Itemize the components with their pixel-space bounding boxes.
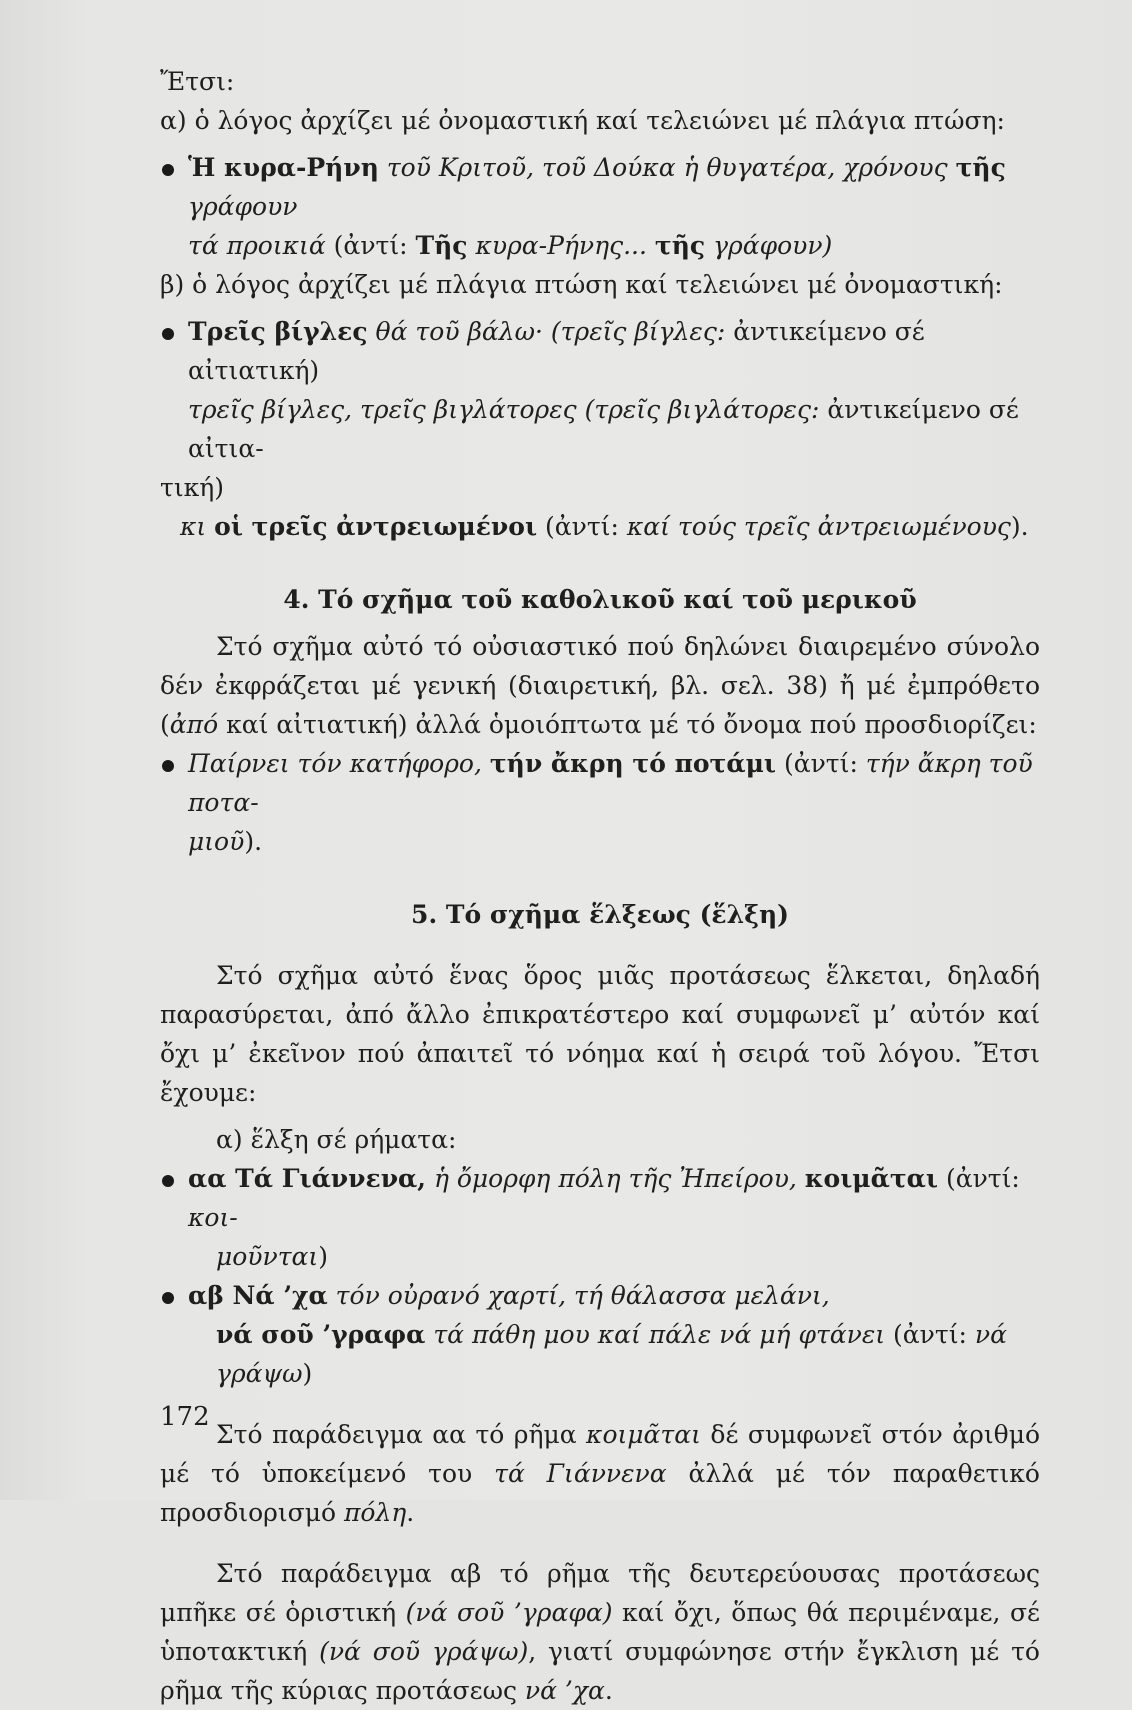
page-body: [160, 62, 1040, 1710]
section-5-heading: 5. Τό σχῆμα ἕλξεως (ἕλξη): [411, 900, 789, 929]
example-giannena-cont: μοῦνται): [216, 1242, 328, 1271]
paragraph-ab-explanation: Στό παράδειγμα αβ τό ρῆμα τῆς δευτερεύουσας προτάσεως μπῆκε σέ ὁριστική (νά σοῦ ’γραφα) καί ὄχι, ὅπως θά περιμέναμε, σέ ὑποτακτική (νά σοῦ γράψω), γιατί συμφώνησε στήν ἔγκλιση μέ τό ρῆμα τῆς κύριας προτάσεως νά ’χα.: [160, 1559, 1040, 1705]
section-5-paragraph: Στό σχῆμα αὐτό ἕνας ὅρος μιᾶς προτάσεως ἕλκεται, δηλαδή παρασύρεται, ἀπό ἄλλο ἐπικρατέστερο καί συμφωνεῖ μ’ αὐτόν καί ὄχι μ’ ἐκεῖνον πού ἀπαιτεῖ τό νόημα καί ἡ σειρά τοῦ λόγου. Ἔτσι ἔχουμε:: [160, 961, 1040, 1107]
example-potami-cont: μιοῦ).: [188, 827, 263, 856]
example-antreiomenoi: κι οἱ τρεῖς ἀντρειωμένοι (ἀντί: καί τούς τρεῖς ἀντρειωμένους).: [180, 512, 1029, 541]
section-4-heading: 4. Τό σχῆμα τοῦ καθολικοῦ καί τοῦ μερικοῦ: [283, 585, 917, 614]
example-na-xa-cont: νά σοῦ ’γραφα τά πάθη μου καί πάλε νά μή φτάνει (ἀντί: νά γράψω): [216, 1320, 1007, 1388]
etsi-line: Ἔτσι:: [160, 67, 235, 96]
attraction-verbs-line: α) ἕλξη σέ ρήματα:: [216, 1125, 457, 1154]
example-kyra-rini-cont: τά προικιά (ἀντί: Τῆς κυρα-Ρήνης... τῆς γράφουν): [188, 231, 833, 260]
example-giannena: αα Τά Γιάννενα, ἡ ὄμορφη πόλη τῆς Ἠπείρου, κοιμᾶται (ἀντί: κοι-: [160, 1159, 1040, 1237]
example-treis-vigles: Τρεῖς βίγλες θά τοῦ βάλω· (τρεῖς βίγλες: ἀντικείμενο σέ αἰτιατική): [160, 312, 1040, 390]
example-na-xa: αβ Νά ’χα τόν οὐρανό χαρτί, τή θάλασσα μελάνι,: [160, 1276, 1040, 1315]
case-b-line: β) ὁ λόγος ἀρχίζει μέ πλάγια πτώση καί τελειώνει μέ ὀνομαστική:: [160, 270, 1003, 299]
section-4-paragraph: Στό σχῆμα αὐτό τό οὐσιαστικό πού δηλώνει διαιρεμένο σύνολο δέν ἐκφράζεται μέ γενική (διαιρετική, βλ. σελ. 38) ἤ μέ ἐμπρόθετο (ἀπό καί αἰτιατική) ἀλλά ὁμοιόπτωτα μέ τό ὄνομα πού προσδιορίζει:: [160, 632, 1040, 739]
example-treis-vigles-3: τική): [160, 473, 224, 502]
example-treis-vigles-2: τρεῖς βίγλες, τρεῖς βιγλάτορες (τρεῖς βιγλάτορες: ἀντικείμενο σέ αἰτια-: [188, 395, 1019, 463]
case-a-line: α) ὁ λόγος ἀρχίζει μέ ὀνομαστική καί τελειώνει μέ πλάγια πτώση:: [160, 106, 1005, 135]
example-kyra-rini: Ἡ κυρα-Ρήνη τοῦ Κριτοῦ, τοῦ Δούκα ἡ θυγατέρα, χρόνους τῆς γράφουν: [160, 148, 1040, 226]
page-number: 172: [160, 1402, 210, 1432]
example-potami: Παίρνει τόν κατήφορο, τήν ἄκρη τό ποτάμι (ἀντί: τήν ἄκρη τοῦ ποτα-: [160, 744, 1040, 822]
paragraph-aa-explanation: Στό παράδειγμα αα τό ρῆμα κοιμᾶται δέ συμφωνεῖ στόν ἀριθμό μέ τό ὑποκείμενό του τά Γιάννενα ἀλλά μέ τόν παραθετικό προσδιορισμό πόλη.: [160, 1420, 1040, 1527]
